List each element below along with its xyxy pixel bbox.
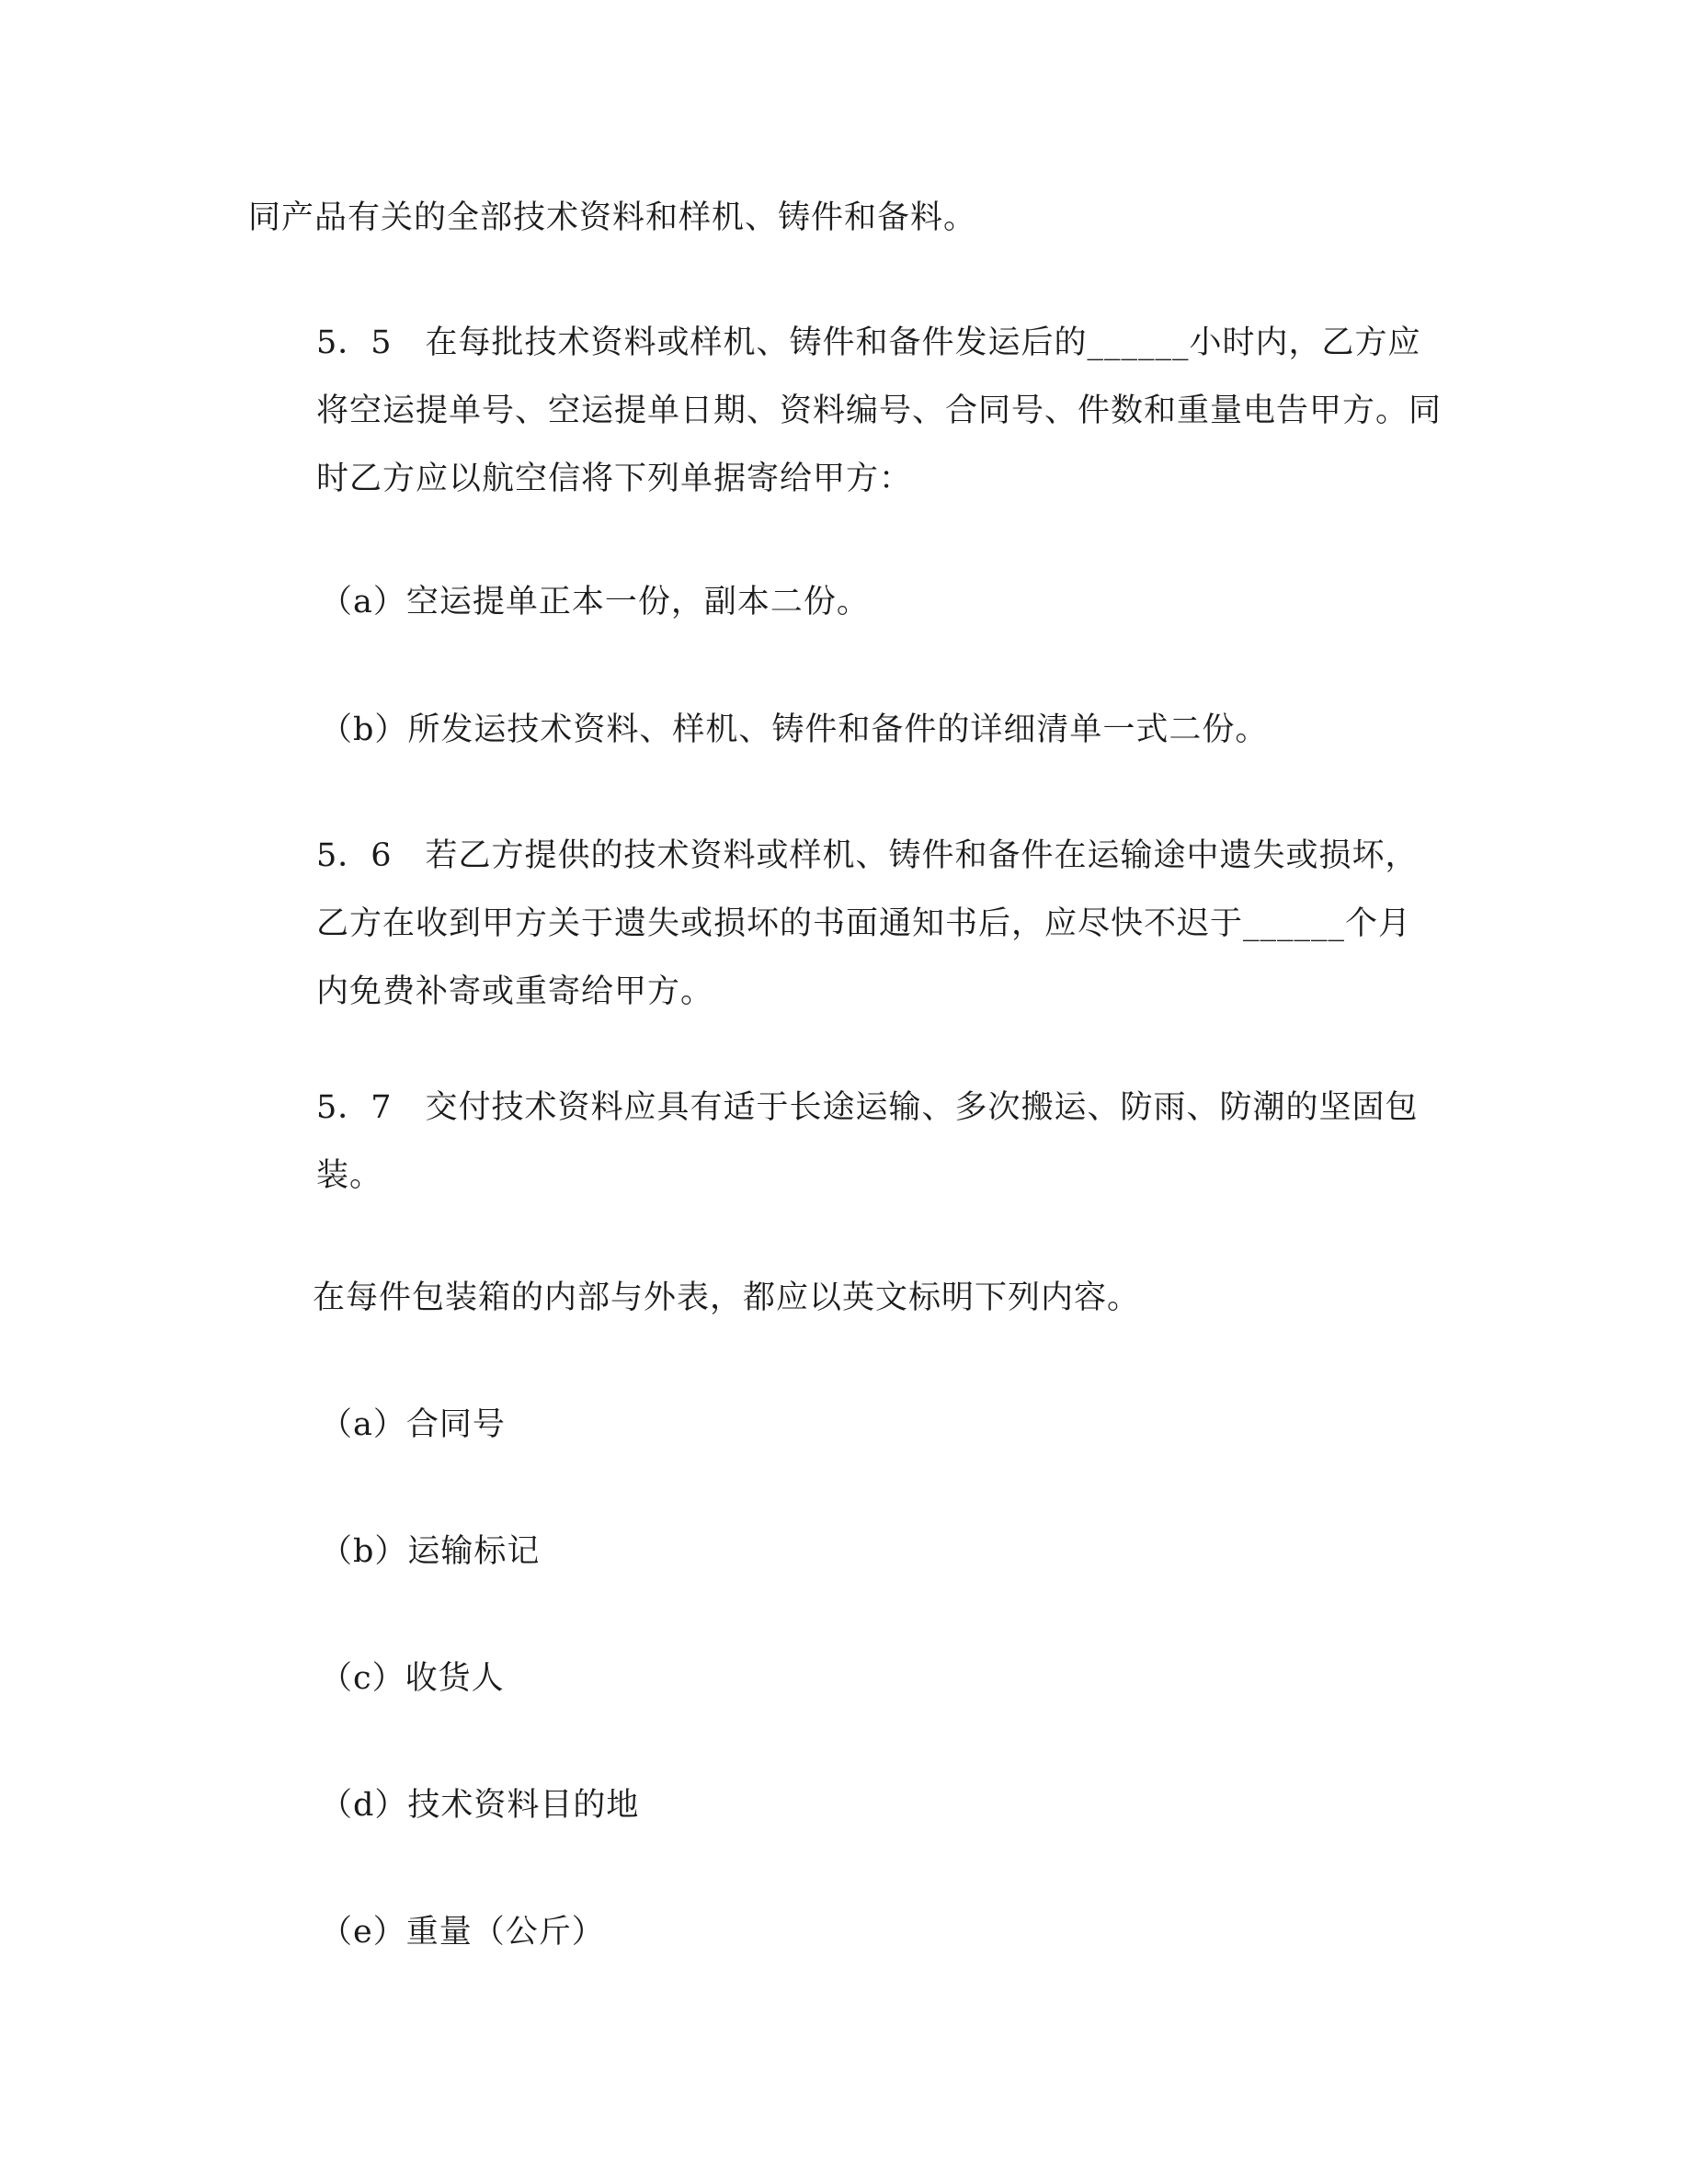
clause-5-7: 5．7 交付技术资料应具有适于长途运输、多次搬运、防雨、防潮的坚固包装。	[316, 1089, 1419, 1194]
clause-5-6: 5．6 若乙方提供的技术资料或样机、铸件和备件在运输途中遗失或损坏，乙方在收到甲方关于遗失或损坏的书面通知书后，应尽快不迟于______个月内免费补寄或重寄给甲方。	[316, 837, 1419, 1010]
marking-item-a: （a）合同号	[320, 1406, 506, 1443]
marking-item-c: （c）收货人	[320, 1660, 505, 1697]
clause-5-5-item-b: （b）所发运技术资料、样机、铸件和备件的详细清单一式二份。	[320, 711, 1269, 748]
clause-5-5: 5．5 在每批技术资料或样机、铸件和备件发运后的______小时内，乙方应将空运提单号、空运提单日期、资料编号、合同号、件数和重量电告甲方。同时乙方应以航空信将下列单据寄给甲方：	[316, 324, 1443, 497]
marking-item-e: （e）重量（公斤）	[320, 1914, 605, 1951]
clause-5-5-item-a: （a）空运提单正本一份，副本二份。	[320, 584, 870, 620]
packing-marking-intro: 在每件包装箱的内部与外表，都应以英文标明下列内容。	[313, 1280, 1141, 1316]
marking-item-b: （b）运输标记	[320, 1533, 541, 1570]
paragraph-intro: 同产品有关的全部技术资料和样机、铸件和备料。	[248, 199, 977, 236]
marking-item-d: （d）技术资料目的地	[320, 1787, 640, 1824]
